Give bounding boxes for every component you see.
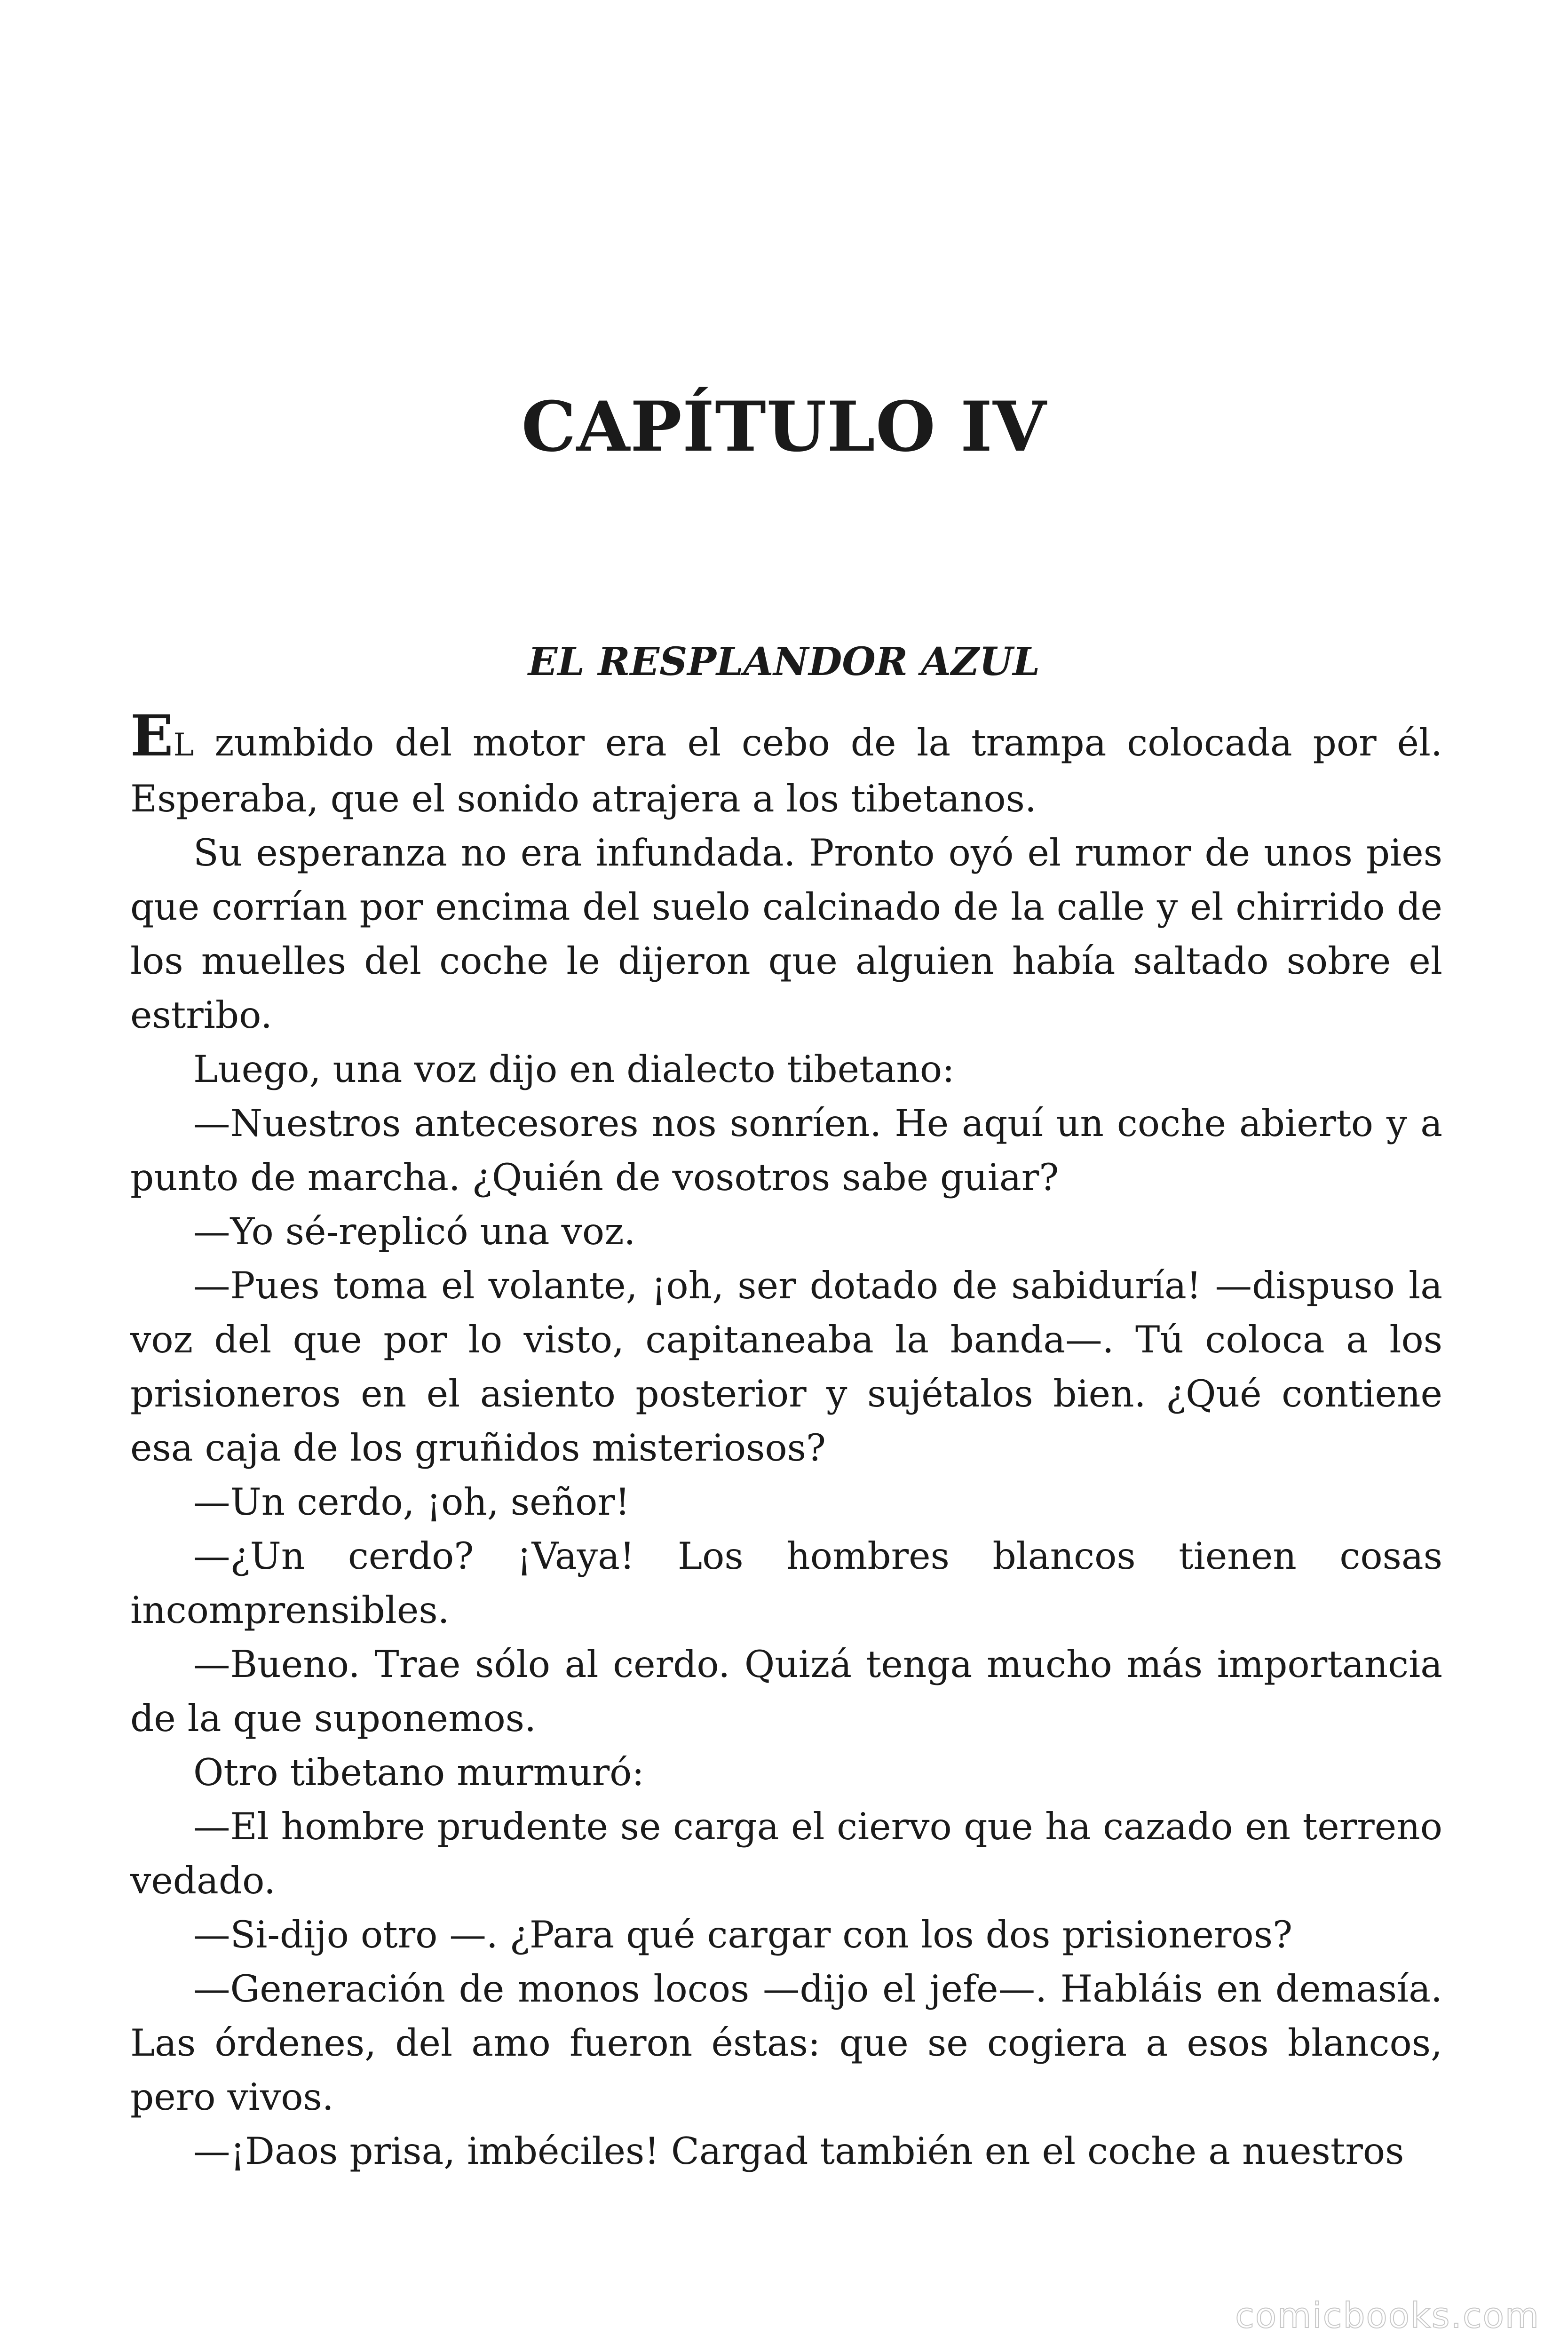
paragraph: —Yo sé-replicó una voz. bbox=[193, 1210, 636, 1253]
paragraph: —Nuestros antecesores nos sonríen. He aquí un coche abierto y a punto de marcha. ¿Quién de vosotros sabe guiar? bbox=[130, 1102, 1442, 1199]
section-title: EL RESPLANDOR AZUL bbox=[528, 639, 1040, 684]
small-cap-letter: L bbox=[173, 727, 194, 763]
paragraph: —¡Daos prisa, imbéciles! Cargad también en el coche a nuestros bbox=[193, 2130, 1404, 2173]
watermark: comicbooks.com bbox=[1235, 2296, 1540, 2336]
first-paragraph-text: zumbido del motor era el cebo de la trampa colocada por él. Esperaba, que el sonido atrajera a los tibetanos. bbox=[130, 721, 1442, 820]
paragraph: —El hombre prudente se carga el ciervo que ha cazado en terreno vedado. bbox=[130, 1805, 1442, 1902]
paragraph: —Generación de monos locos —dijo el jefe—. Habláis en demasía. Las órdenes, del amo fueron éstas: que se cogiera a esos blancos, pero vivos. bbox=[130, 1967, 1442, 2119]
drop-cap: E bbox=[130, 703, 174, 769]
paragraph: Su esperanza no era infundada. Pronto oyó el rumor de unos pies que corrían por encima del suelo calcinado de la calle y el chirrido de los muelles del coche le dijeron que alguien había saltado sobre el estribo. bbox=[130, 831, 1442, 1037]
chapter-title: CAPÍTULO IV bbox=[521, 387, 1047, 467]
paragraph: Otro tibetano murmuró: bbox=[193, 1751, 644, 1794]
paragraph: —Pues toma el volante, ¡oh, ser dotado de sabiduría! —dispuso la voz del que por lo visto, capitaneaba la banda—. Tú coloca a los prisioneros en el asiento posterior y sujétalos bien. ¿Qué contiene esa caja de los gruñidos misteriosos? bbox=[130, 1264, 1442, 1470]
paragraph: Luego, una voz dijo en dialecto tibetano: bbox=[193, 1048, 955, 1091]
body-text bbox=[130, 703, 1442, 2178]
first-paragraph bbox=[130, 703, 1442, 826]
paragraph: —Bueno. Trae sólo al cerdo. Quizá tenga mucho más importancia de la que suponemos. bbox=[130, 1643, 1442, 1740]
paragraph: —Un cerdo, ¡oh, señor! bbox=[193, 1480, 630, 1524]
paragraph: —Si-dijo otro —. ¿Para qué cargar con los dos prisioneros? bbox=[193, 1913, 1293, 1956]
paragraph: —¿Un cerdo? ¡Vaya! Los hombres blancos tienen cosas incomprensibles. bbox=[130, 1534, 1442, 1632]
